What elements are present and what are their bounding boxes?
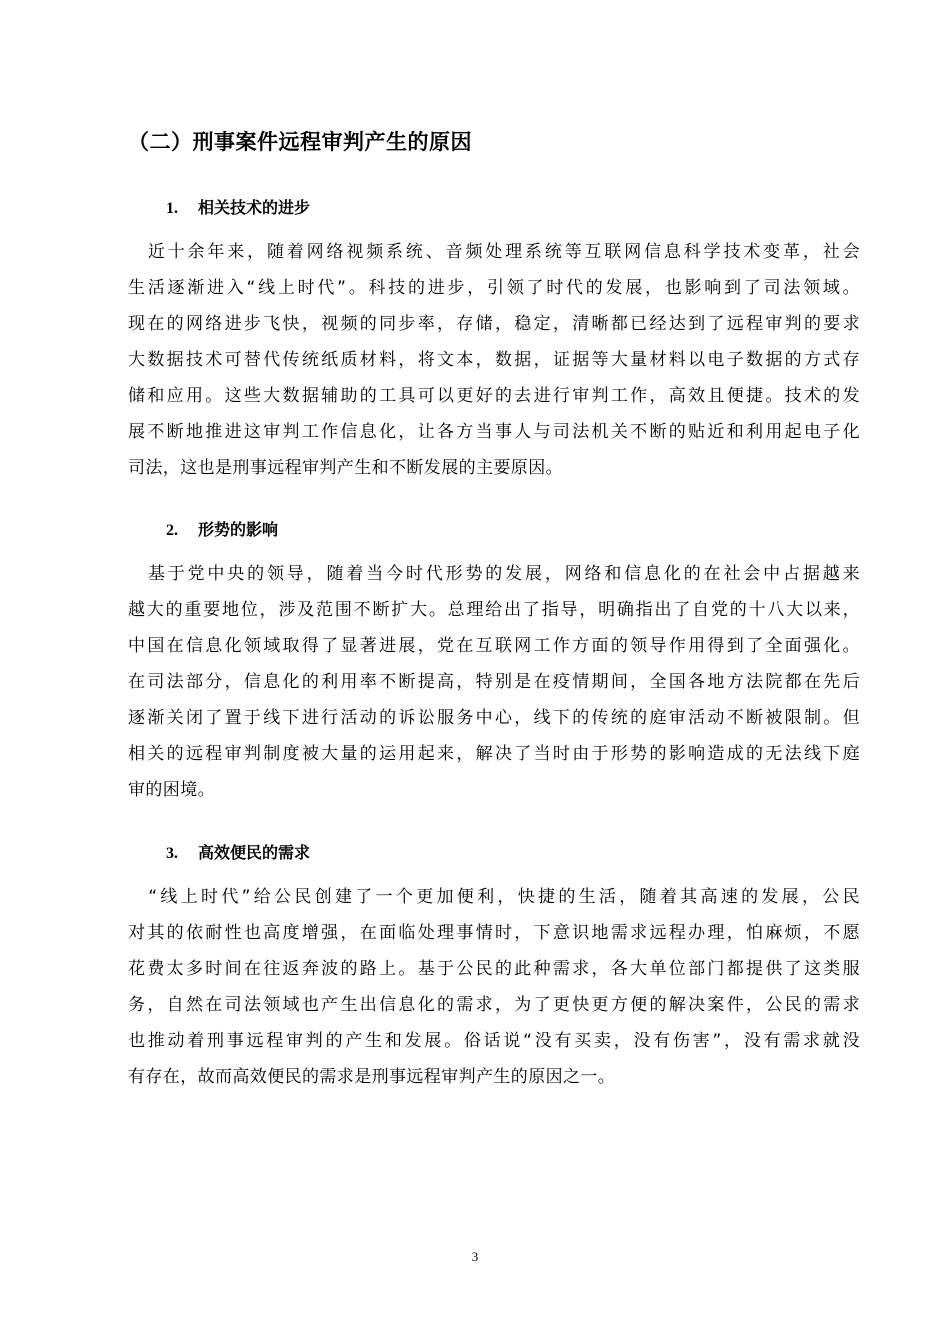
paragraph-line: 在司法部分，信息化的利用率不断提高，特别是在疫情期间，全国各地方法院都在先后 <box>128 672 860 692</box>
subheading-number: 1. <box>166 200 178 217</box>
paragraph-line: 中国在信息化领域取得了显著进展，党在互联网工作方面的领导作用得到了全面强化。 <box>128 636 860 656</box>
page-number: 3 <box>471 1249 479 1264</box>
paragraph-line: 展不断地推进这审判工作信息化，让各方当事人与司法机关不断的贴近和利用起电子化 <box>128 422 860 442</box>
paragraph-line: 务，自然在司法领域也产生出信息化的需求，为了更快更方便的解决案件，公民的需求 <box>128 995 860 1015</box>
paragraph-line: 储和应用。这些大数据辅助的工具可以更好的去进行审判工作，高效且便捷。技术的发 <box>128 386 860 406</box>
subheading-situation <box>166 518 278 543</box>
paragraph-line: 审的困境。 <box>128 780 215 800</box>
paragraph-convenience <box>128 879 860 1095</box>
paragraph-situation <box>128 556 860 808</box>
paragraph-line: 近十余年来，随着网络视频系统、音频处理系统等互联网信息科学技术变革，社会 <box>128 242 860 262</box>
subheading-technology <box>166 196 310 221</box>
subheading-text: 高效便民的需求 <box>198 843 311 862</box>
paragraph-line: 司法，这也是刑事远程审判产生和不断发展的主要原因。 <box>128 458 563 478</box>
paragraph-line: 生活逐渐进入“线上时代”。科技的进步，引领了时代的发展，也影响到了司法领域。 <box>128 278 860 298</box>
paragraph-line: 基于党中央的领导，随着当今时代形势的发展，网络和信息化的在社会中占据越来 <box>128 564 860 584</box>
paragraph-line: 有存在，故而高效便民的需求是刑事远程审判产生的原因之一。 <box>128 1067 616 1087</box>
paragraph-line: “线上时代”给公民创建了一个更加便利，快捷的生活，随着其高速的发展，公民 <box>128 887 860 907</box>
paragraph-technology <box>128 234 860 486</box>
section-title: （二）刑事案件远程审判产生的原因 <box>128 130 472 154</box>
subheading-convenience <box>166 841 310 866</box>
paragraph-line: 大数据技术可替代传统纸质材料，将文本，数据，证据等大量材料以电子数据的方式存 <box>128 350 860 370</box>
paragraph-line: 现在的网络进步飞快，视频的同步率，存储，稳定，清晰都已经达到了远程审判的要求 <box>128 314 860 334</box>
paragraph-line: 对其的依耐性也高度增强，在面临处理事情时，下意识地需求远程办理，怕麻烦，不愿 <box>128 923 860 943</box>
paragraph-line: 也推动着刑事远程审判的产生和发展。俗话说“没有买卖，没有伤害”，没有需求就没 <box>128 1031 860 1051</box>
subheading-text: 形势的影响 <box>198 520 279 539</box>
paragraph-line: 越大的重要地位，涉及范围不断扩大。总理给出了指导，明确指出了自党的十八大以来， <box>128 600 860 620</box>
subheading-number: 3. <box>166 845 178 862</box>
paragraph-line: 相关的远程审判制度被大量的运用起来，解决了当时由于形势的影响造成的无法线下庭 <box>128 744 860 764</box>
subheading-number: 2. <box>166 522 178 539</box>
paragraph-line: 逐渐关闭了置于线下进行活动的诉讼服务中心，线下的传统的庭审活动不断被限制。但 <box>128 708 860 728</box>
paragraph-line: 花费太多时间在往返奔波的路上。基于公民的此种需求，各大单位部门都提供了这类服 <box>128 959 860 979</box>
subheading-text: 相关技术的进步 <box>198 198 311 217</box>
